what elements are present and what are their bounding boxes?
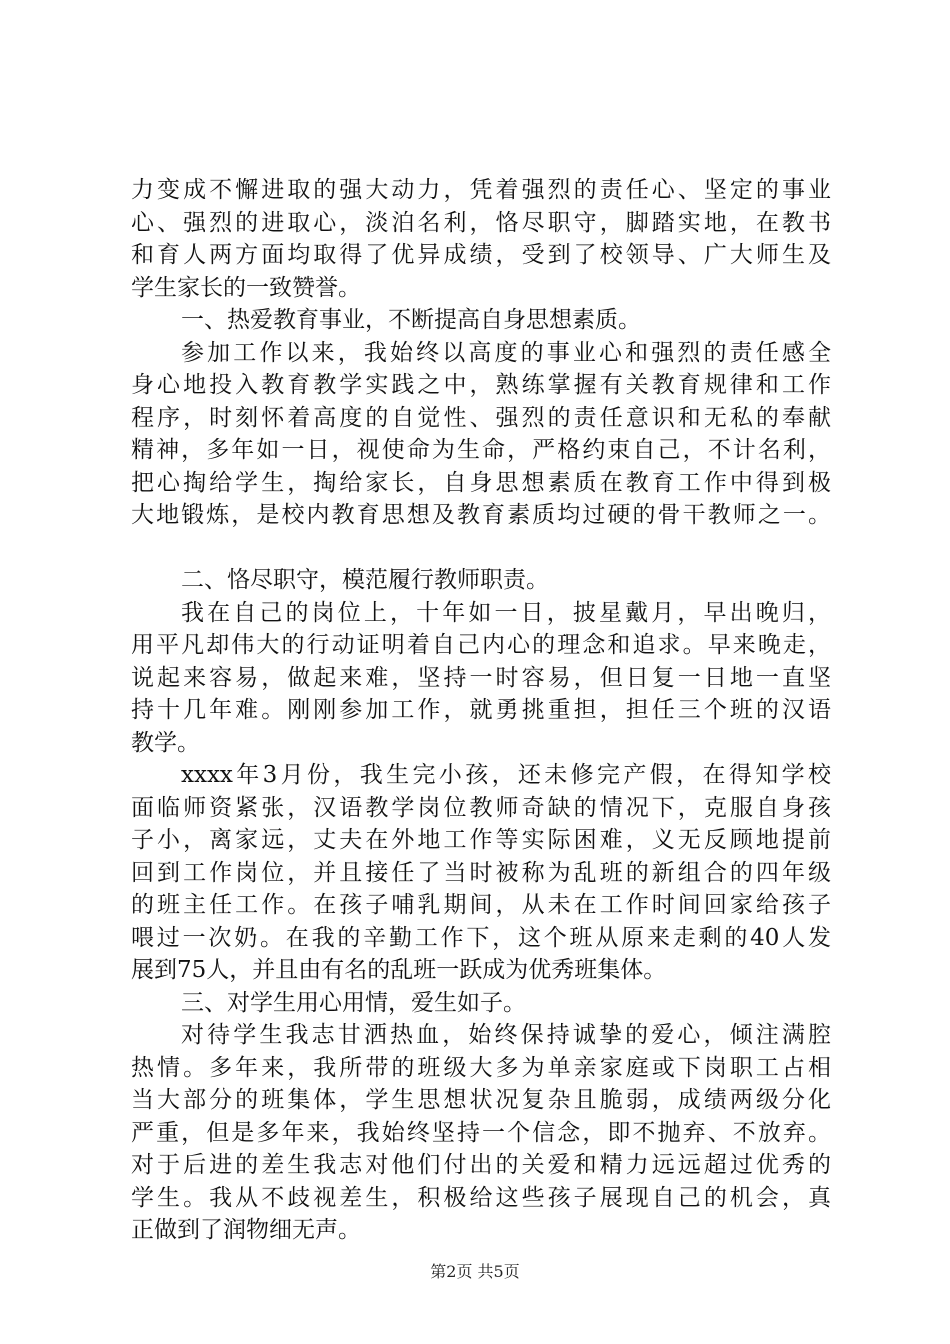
body-line: 心、强烈的进取心，淡泊名利，恪尽职守，脚踏实地，在教书 [131, 209, 831, 236]
page-footer: 第2页 共5页 [430, 1262, 520, 1281]
body-line: 回到工作岗位，并且接任了当时被称为乱班的新组合的四年级 [131, 859, 831, 886]
body-line: 对于后进的差生我志对他们付出的关爱和精力远远超过优秀的 [131, 1152, 831, 1178]
body-line: 参加工作以来，我始终以高度的事业心和强烈的责任感全 [181, 339, 831, 366]
section-heading: 一、热爱教育事业，不断提高自身思想素质。 [181, 307, 641, 333]
body-line: 子小，离家远，丈夫在外地工作等实际困难，义无反顾地提前 [131, 827, 831, 853]
body-line: 展到75人，并且由有名的乱班一跃成为优秀班集体。 [131, 957, 667, 983]
body-line: 和育人两方面均取得了优异成绩，受到了校领导、广大师生及 [131, 242, 831, 268]
section-heading: 二、恪尽职守，模范履行教师职责。 [181, 567, 549, 593]
body-line: 力变成不懈进取的强大动力，凭着强烈的责任心、坚定的事业 [131, 177, 831, 203]
body-line: xxxx年3月份，我生完小孩，还未修完产假，在得知学校 [181, 762, 831, 788]
body-line: 身心地投入教育教学实践之中，熟练掌握有关教育规律和工作 [131, 372, 831, 398]
body-line: 对待学生我志甘洒热血，始终保持诚挚的爱心，倾注满腔 [181, 1022, 831, 1048]
body-line: 喂过一次奶。在我的辛勤工作下，这个班从原来走剩的40人发 [131, 924, 831, 951]
body-line: 学生。我从不歧视差生，积极给这些孩子展现自己的机会，真 [131, 1184, 831, 1211]
body-line: 面临师资紧张，汉语教学岗位教师奇缺的情况下，克服自身孩 [131, 794, 831, 821]
body-line: 严重，但是多年来，我始终坚持一个信念，即不抛弃、不放弃。 [131, 1119, 831, 1146]
body-line: 大地锻炼，是校内教育思想及教育素质均过硬的骨干教师之一。 [131, 502, 831, 528]
body-line: 程序，时刻怀着高度的自觉性、强烈的责任意识和无私的奉献 [131, 404, 831, 431]
body-line: 精神，多年如一日，视使命为生命，严格约束自己，不计名利， [131, 437, 831, 463]
body-line: 学生家长的一致赞誉。 [131, 274, 361, 301]
body-line: 持十几年难。刚刚参加工作，就勇挑重担，担任三个班的汉语 [131, 697, 831, 723]
body-line: 说起来容易，做起来难，坚持一时容易，但日复一日地一直坚 [131, 664, 831, 691]
body-line: 教学。 [131, 729, 200, 756]
section-heading: 三、对学生用心用情，爱生如子。 [181, 989, 526, 1016]
body-line: 热情。多年来，我所带的班级大多为单亲家庭或下岗职工占相 [131, 1054, 831, 1081]
body-line: 正做到了润物细无声。 [131, 1217, 361, 1243]
body-line: 我在自己的岗位上，十年如一日，披星戴月，早出晚归， [181, 599, 831, 626]
body-line: 把心掏给学生，掏给家长，自身思想素质在教育工作中得到极 [131, 469, 831, 496]
body-line: 用平凡却伟大的行动证明着自己内心的理念和追求。早来晚走， [131, 632, 831, 658]
body-line: 的班主任工作。在孩子哺乳期间，从未在工作时间回家给孩子 [131, 892, 831, 918]
body-line: 当大部分的班集体，学生思想状况复杂且脆弱，成绩两级分化 [131, 1087, 831, 1113]
